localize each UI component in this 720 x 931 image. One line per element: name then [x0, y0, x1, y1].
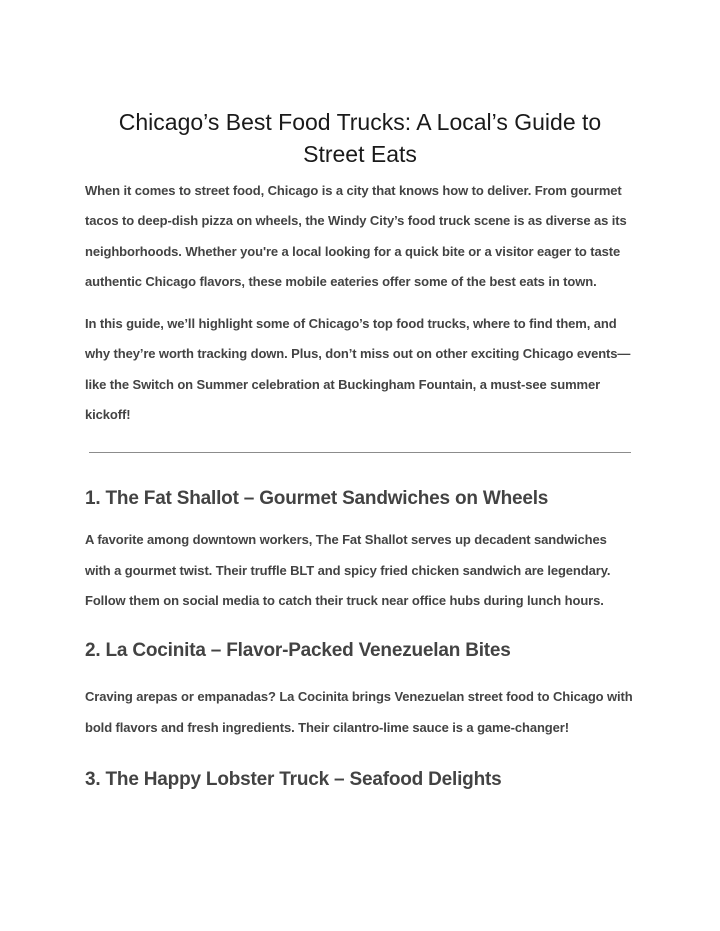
intro-paragraph: In this guide, we’ll highlight some of Chicago’s top food trucks, where to find them, and why they’re worth tracking down. Plus, don’t miss out on other exciting Chicago events—like the Switch on Summer celebration at Buckingham Fountain, a must-see summer kickoff! [85, 316, 631, 423]
section-body-fat-shallot: A favorite among downtown workers, The Fat Shallot serves up decadent sandwiches with a gourmet twist. Their truffle BLT and spicy fried chicken sandwich are legendary. Follow them on social media to catch their truck near office hubs during lunch hours. [85, 532, 611, 608]
document-title: Chicago’s Best Food Trucks: A Local’s Guide to Street Eats [118, 109, 602, 167]
section-heading-happy-lobster: 3. The Happy Lobster Truck – Seafood Delights [85, 768, 502, 790]
horizontal-divider [89, 452, 631, 453]
document-page [85, 106, 635, 794]
section-heading-la-cocinita: 2. La Cocinita – Flavor-Packed Venezuelan Bites [85, 640, 511, 662]
intro-paragraph: When it comes to street food, Chicago is a city that knows how to deliver. From gourmet tacos to deep-dish pizza on wheels, the Windy City’s food truck scene is as diverse as its neighborhoods. Whether you're a local looking for a quick bite or a visitor eager to taste authentic Chicago flavors, these mobile eateries offer some of the best eats in town. [85, 183, 627, 289]
section-body-la-cocinita: Craving arepas or empanadas? La Cocinita brings Venezuelan street food to Chicago with bold flavors and fresh ingredients. Their cilantro-lime sauce is a game-changer! [85, 689, 633, 735]
section-heading-fat-shallot: 1. The Fat Shallot – Gourmet Sandwiches on Wheels [85, 488, 549, 510]
